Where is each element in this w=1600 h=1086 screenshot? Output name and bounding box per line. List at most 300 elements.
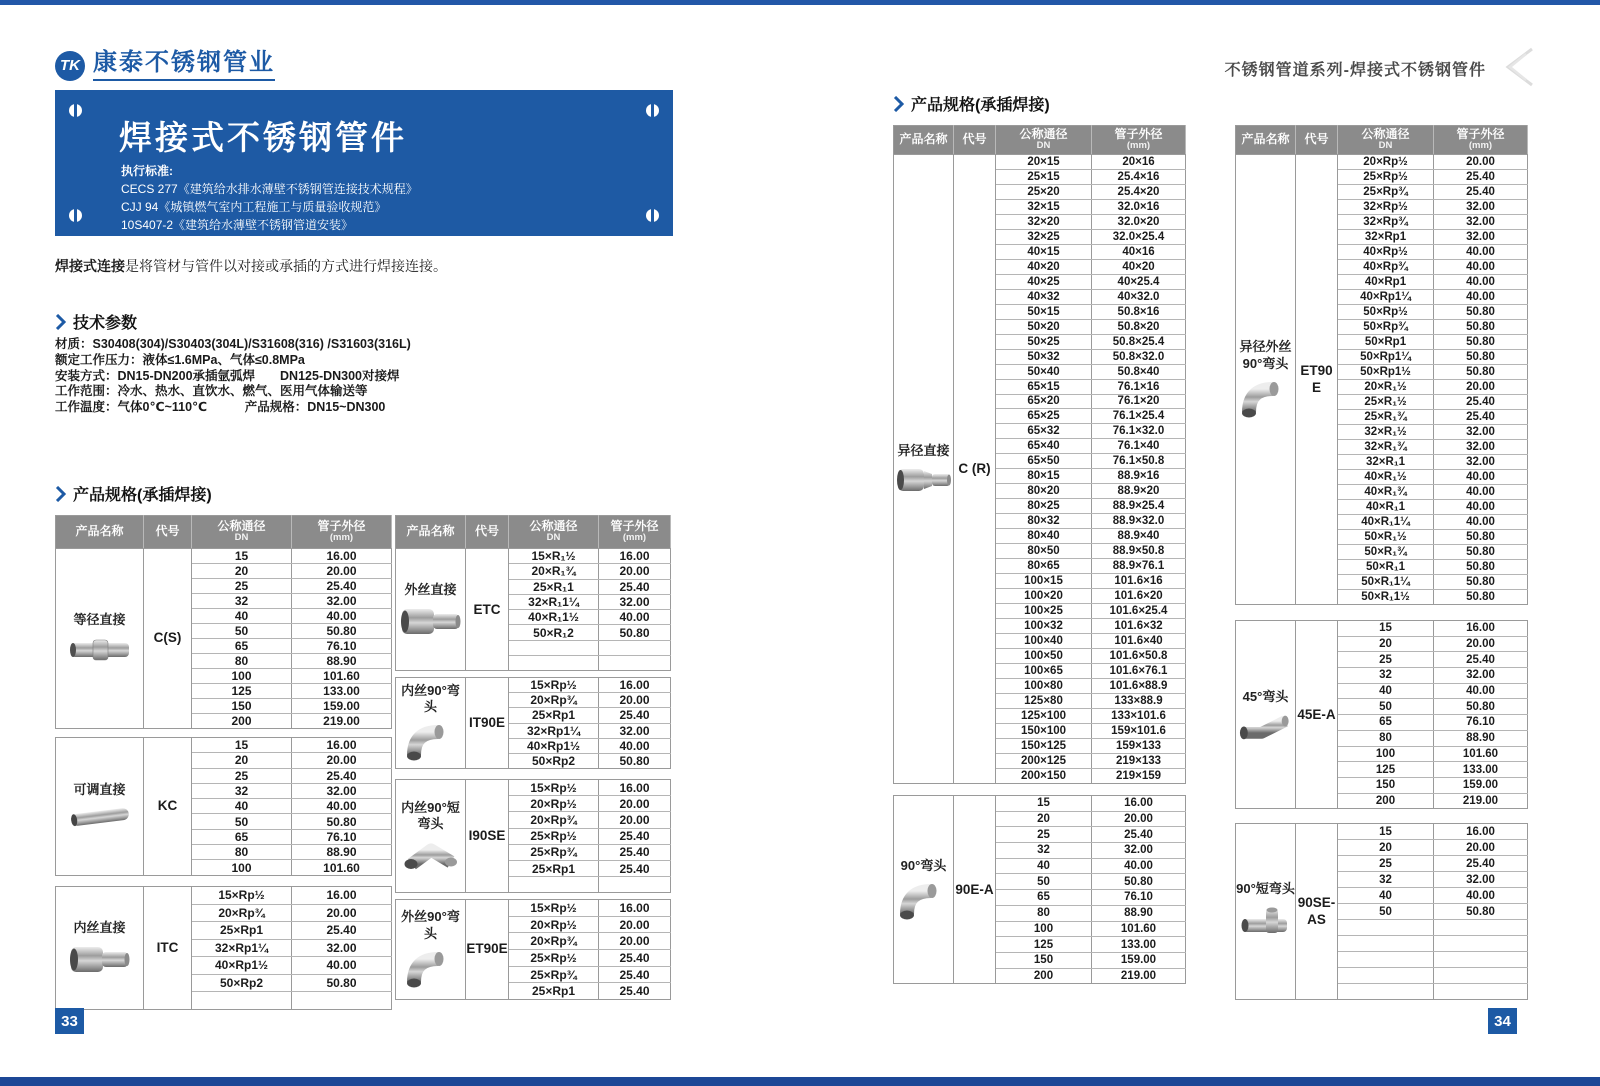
od-cell: 101.6×20: [1092, 589, 1186, 604]
dn-cell: 125: [192, 684, 292, 699]
dn-cell: 40×Rp1½: [192, 957, 292, 975]
dn-cell: 40×Rp½: [1338, 245, 1434, 260]
page-title: 焊接式不锈钢管件: [119, 119, 407, 156]
od-cell: 25.40: [1434, 170, 1528, 185]
socket-icon: [56, 942, 143, 976]
dn-cell: 20×R₁¾: [509, 564, 599, 579]
od-cell: 101.6×32: [1092, 619, 1186, 634]
table-90-short-elbow: [1235, 823, 1527, 1000]
od-cell: 50.8×16: [1092, 304, 1186, 319]
dn-cell: 40: [1338, 683, 1434, 699]
dn-cell: 80×25: [996, 499, 1092, 514]
dn-cell: 15: [1338, 621, 1434, 637]
od-cell: 20.00: [292, 564, 392, 579]
product-code: C(S): [144, 549, 192, 729]
product-name: 异径直接: [897, 442, 950, 458]
dn-cell: 150: [192, 699, 292, 714]
od-cell: 50.80: [1434, 350, 1528, 365]
product-name: 可调直接: [73, 782, 126, 798]
elbow-short-icon: [396, 838, 465, 872]
product-code: 90E-A: [954, 796, 996, 984]
dn-cell: 40×Rp¾: [1338, 260, 1434, 275]
dn-cell: 65×50: [996, 454, 1092, 469]
od-cell: 25.40: [1092, 827, 1186, 843]
od-cell: [1434, 968, 1528, 984]
od-cell: 50.80: [1434, 335, 1528, 350]
od-cell: 50.80: [1434, 590, 1528, 605]
dn-cell: 20×15: [996, 155, 1092, 170]
dn-cell: 65×25: [996, 409, 1092, 424]
od-cell: 50.80: [1092, 874, 1186, 890]
dn-cell: 25: [1338, 856, 1434, 872]
od-cell: 88.9×76.1: [1092, 559, 1186, 574]
od-cell: [599, 640, 671, 655]
od-cell: 50.80: [1434, 560, 1528, 575]
od-cell: 20.00: [1434, 155, 1528, 170]
od-cell: [1434, 936, 1528, 952]
od-cell: 32.0×20: [1092, 214, 1186, 229]
col-od: 管子外径 (mm): [599, 516, 671, 549]
od-cell: 76.1×16: [1092, 379, 1186, 394]
elbow90-icon: [396, 948, 465, 990]
pipe-icon: [56, 804, 143, 830]
od-cell: 40.00: [1092, 858, 1186, 874]
od-cell: 133.00: [1092, 937, 1186, 953]
dn-cell: 150×125: [996, 738, 1092, 753]
table-female-90-short-elbow: [395, 779, 671, 893]
dn-cell: [509, 640, 599, 655]
dn-cell: [1338, 968, 1434, 984]
tech-line: 安装方式：DN15-DN200承插氩弧焊 DN125-DN300对接焊: [55, 368, 400, 383]
product-cell: [396, 678, 466, 769]
product-cell: [396, 780, 466, 893]
dn-cell: 100×32: [996, 619, 1092, 634]
product-cell: [396, 549, 466, 671]
product-code: ITC: [144, 887, 192, 1010]
od-cell: 88.9×32.0: [1092, 514, 1186, 529]
table-equal-coupling: [55, 515, 391, 729]
spec-table: [395, 677, 671, 769]
od-cell: 32.00: [1434, 230, 1528, 245]
od-cell: 32.00: [292, 594, 392, 609]
od-cell: 16.00: [599, 549, 671, 564]
screw-icon: [646, 104, 659, 117]
logo-mark-icon: TK: [55, 51, 85, 81]
dn-cell: 80×65: [996, 559, 1092, 574]
dn-cell: 100: [192, 669, 292, 684]
product-code: KC: [144, 738, 192, 876]
od-cell: 40×16: [1092, 244, 1186, 259]
section-chevron-icon: [55, 486, 66, 502]
od-cell: 219×133: [1092, 753, 1186, 768]
dn-cell: 80: [1338, 730, 1434, 746]
spec-row: [56, 738, 392, 753]
product-cell: [894, 796, 954, 984]
dn-cell: [509, 877, 599, 893]
dn-cell: 100: [192, 860, 292, 875]
od-cell: 40.00: [1434, 245, 1528, 260]
table-adjustable-coupling: [55, 737, 391, 876]
od-cell: 133×101.6: [1092, 708, 1186, 723]
product-name: 90°弯头: [900, 857, 947, 873]
dn-cell: 25×Rp¾: [509, 844, 599, 860]
od-cell: 32.00: [1434, 200, 1528, 215]
od-cell: 88.90: [1092, 905, 1186, 921]
od-cell: 32.0×16: [1092, 199, 1186, 214]
tech-params-heading: [55, 310, 137, 333]
dn-cell: [1338, 936, 1434, 952]
spec-table-header: [1236, 126, 1528, 155]
od-cell: 16.00: [1434, 621, 1528, 637]
spec-table-header: [894, 126, 1186, 155]
od-cell: 25.40: [599, 966, 671, 983]
dn-cell: 32×Rp1¼: [192, 939, 292, 957]
dn-cell: 50×Rp1¼: [1338, 350, 1434, 365]
dn-cell: 50×Rp1½: [1338, 365, 1434, 380]
dn-cell: 50×Rp2: [192, 974, 292, 992]
spec-row: [1236, 824, 1528, 840]
od-cell: 32.00: [292, 783, 392, 798]
tee-icon: [1236, 904, 1295, 942]
dn-cell: 20×Rp½: [509, 916, 599, 933]
section-title: 产品规格(承插焊接): [73, 487, 212, 504]
dn-cell: 25: [1338, 652, 1434, 668]
od-cell: 219.00: [292, 714, 392, 729]
table-reducing-male-90-elbow: [1235, 125, 1527, 605]
dn-cell: 50×Rp2: [509, 753, 599, 768]
od-cell: 40.00: [1434, 275, 1528, 290]
od-cell: 133×88.9: [1092, 693, 1186, 708]
col-dn: 公称通径 DN: [509, 516, 599, 549]
dn-cell: 200: [996, 968, 1092, 984]
dn-cell: 100×50: [996, 648, 1092, 663]
od-cell: 50.80: [1434, 699, 1528, 715]
dn-cell: 50: [1338, 699, 1434, 715]
od-cell: 159.00: [292, 699, 392, 714]
od-cell: 76.1×32.0: [1092, 424, 1186, 439]
col-dn: 公称通径 DN: [192, 516, 292, 549]
dn-cell: 80: [996, 905, 1092, 921]
dn-cell: 32×Rp1¼: [509, 723, 599, 738]
dn-cell: 25×Rp1: [509, 860, 599, 876]
dn-cell: 20: [1338, 840, 1434, 856]
dn-cell: 15×Rp½: [509, 780, 599, 796]
spec-table: [1235, 620, 1528, 809]
product-name: 等径直接: [73, 612, 126, 628]
od-cell: 32.00: [1434, 872, 1528, 888]
screw-icon: [646, 209, 659, 222]
dn-cell: 32×Rp¾: [1338, 215, 1434, 230]
od-cell: 16.00: [599, 780, 671, 796]
table-reducing-coupling: [893, 125, 1185, 784]
od-cell: 25.40: [599, 860, 671, 876]
od-cell: 40.00: [1434, 888, 1528, 904]
dn-cell: 15×Rp½: [509, 900, 599, 917]
spec-table: [395, 899, 671, 1000]
dn-cell: 50×15: [996, 304, 1092, 319]
dn-cell: 40×Rp1¼: [1338, 290, 1434, 305]
socket-icon: [396, 604, 465, 638]
table-45-elbow: [1235, 620, 1527, 809]
dn-cell: 40×32: [996, 289, 1092, 304]
dn-cell: 65×40: [996, 439, 1092, 454]
od-cell: 50.80: [599, 625, 671, 640]
section-title: 产品规格(承插焊接): [911, 97, 1050, 114]
product-code: C (R): [954, 155, 996, 784]
spec-row: [56, 549, 392, 564]
dn-cell: 125: [996, 937, 1092, 953]
dn-cell: 32: [192, 783, 292, 798]
dn-cell: 100×20: [996, 589, 1092, 604]
elbow90-icon: [894, 880, 953, 922]
dn-cell: 100×25: [996, 604, 1092, 619]
od-cell: 16.00: [1092, 796, 1186, 812]
od-cell: 76.10: [1434, 715, 1528, 731]
od-cell: 101.6×16: [1092, 574, 1186, 589]
dn-cell: 50×R₁1¼: [1338, 575, 1434, 590]
spec-row: [1236, 155, 1528, 170]
od-cell: 20.00: [1434, 840, 1528, 856]
dn-cell: [1338, 984, 1434, 1000]
od-cell: 159×133: [1092, 738, 1186, 753]
dn-cell: 32×Rp1: [1338, 230, 1434, 245]
dn-cell: 25×Rp½: [509, 828, 599, 844]
od-cell: 88.9×20: [1092, 484, 1186, 499]
od-cell: 101.6×50.8: [1092, 648, 1186, 663]
dn-cell: 200: [1338, 793, 1434, 809]
section-chevron-icon: [55, 314, 66, 330]
col-od: 管子外径 (mm): [1434, 126, 1528, 155]
tech-line: 额定工作压力：液体≤1.6MPa、气体≤0.8MPa: [55, 352, 305, 367]
od-cell: 40.00: [1434, 470, 1528, 485]
dn-cell: 100×15: [996, 574, 1092, 589]
od-cell: 101.6×25.4: [1092, 604, 1186, 619]
standards-label: 执行标准:: [121, 164, 173, 178]
od-cell: 32.00: [1434, 455, 1528, 470]
spec-row: [56, 887, 392, 905]
col-product-name: 产品名称: [894, 126, 954, 155]
standard-line: 10S407-2《建筑给水薄壁不锈钢管道安装》: [121, 218, 354, 232]
dn-cell: [1338, 920, 1434, 936]
spec-row: [396, 780, 671, 796]
dn-cell: 20: [192, 564, 292, 579]
od-cell: 16.00: [292, 887, 392, 905]
dn-cell: 125×80: [996, 693, 1092, 708]
od-cell: 16.00: [292, 738, 392, 753]
od-cell: 16.00: [1434, 824, 1528, 840]
dn-cell: 40×R₁1: [1338, 500, 1434, 515]
od-cell: 50.80: [1434, 365, 1528, 380]
od-cell: 88.9×40: [1092, 529, 1186, 544]
od-cell: 25.40: [599, 844, 671, 860]
spec-table: [1235, 823, 1528, 1000]
od-cell: 40.00: [1434, 290, 1528, 305]
col-dn: 公称通径 DN: [1338, 126, 1434, 155]
od-cell: 20.00: [599, 812, 671, 828]
product-name: 外丝直接: [404, 581, 457, 597]
dn-cell: 25×Rp¾: [509, 966, 599, 983]
dn-cell: 32×R₁1¼: [509, 594, 599, 609]
dn-cell: 50×R₁1½: [1338, 590, 1434, 605]
od-cell: 20.00: [599, 916, 671, 933]
spec-row: [396, 678, 671, 693]
product-code: 90SE-AS: [1296, 824, 1338, 1000]
spec-table: [893, 125, 1186, 784]
od-cell: 20.00: [1434, 636, 1528, 652]
od-cell: 50.80: [1434, 305, 1528, 320]
dn-cell: 20×Rp¾: [192, 904, 292, 922]
od-cell: 101.6×40: [1092, 634, 1186, 649]
dn-cell: 20: [1338, 636, 1434, 652]
od-cell: 32.00: [599, 594, 671, 609]
dn-cell: 65: [996, 890, 1092, 906]
dn-cell: 25×R₁¾: [1338, 410, 1434, 425]
spec-heading-right: [893, 92, 1050, 115]
od-cell: 101.6×76.1: [1092, 663, 1186, 678]
od-cell: 101.6×88.9: [1092, 678, 1186, 693]
dn-cell: 20: [192, 753, 292, 768]
product-name: 内丝直接: [73, 919, 126, 935]
od-cell: 25.40: [292, 768, 392, 783]
dn-cell: 25×Rp1: [509, 983, 599, 1000]
od-cell: 32.00: [1092, 843, 1186, 859]
od-cell: [599, 656, 671, 671]
table-female-coupling: [55, 886, 391, 1010]
od-cell: 40.00: [599, 738, 671, 753]
dn-cell: 50: [192, 624, 292, 639]
company-logo: [55, 50, 275, 81]
od-cell: 76.1×25.4: [1092, 409, 1186, 424]
od-cell: 40.00: [292, 957, 392, 975]
od-cell: 219×159: [1092, 768, 1186, 783]
od-cell: 50.80: [1434, 545, 1528, 560]
tech-params: [55, 337, 411, 416]
od-cell: 76.10: [1092, 890, 1186, 906]
od-cell: 88.9×50.8: [1092, 544, 1186, 559]
od-cell: 25.40: [1434, 395, 1528, 410]
od-cell: 101.60: [292, 669, 392, 684]
od-cell: 40×32.0: [1092, 289, 1186, 304]
od-cell: 25.40: [1434, 410, 1528, 425]
od-cell: 76.1×20: [1092, 394, 1186, 409]
spec-table-header: [396, 516, 671, 549]
dn-cell: 80×32: [996, 514, 1092, 529]
spec-table: [1235, 125, 1528, 605]
od-cell: 20.00: [599, 564, 671, 579]
standard-line: CJJ 94《城镇燃气室内工程施工与质量验收规范》: [121, 200, 387, 214]
dn-cell: 50×20: [996, 319, 1092, 334]
spec-row: [1236, 621, 1528, 637]
spec-row: [396, 549, 671, 564]
tech-line: 材质：S30408(304)/S30403(304L)/S31608(316) /S31603(316L): [55, 337, 411, 351]
bottom-edge-bar: [0, 1077, 1600, 1086]
dn-cell: 50×R₁2: [509, 625, 599, 640]
dn-cell: 15: [1338, 824, 1434, 840]
od-cell: 50.80: [292, 624, 392, 639]
dn-cell: 32×15: [996, 199, 1092, 214]
od-cell: 25.40: [599, 983, 671, 1000]
od-cell: 40.00: [599, 610, 671, 625]
double-chevron-icon: [1498, 46, 1536, 88]
od-cell: 50.80: [1434, 904, 1528, 920]
od-cell: 20.00: [599, 693, 671, 708]
dn-cell: 40×R₁½: [1338, 470, 1434, 485]
od-cell: 88.90: [292, 845, 392, 860]
product-code: ET90E: [466, 900, 509, 1000]
dn-cell: 65: [192, 829, 292, 844]
dn-cell: 15×Rp½: [509, 678, 599, 693]
dn-cell: 32: [1338, 872, 1434, 888]
od-cell: 40×25.4: [1092, 274, 1186, 289]
od-cell: 40.00: [1434, 260, 1528, 275]
dn-cell: [509, 656, 599, 671]
dn-cell: 50×Rp1: [1338, 335, 1434, 350]
dn-cell: 20×Rp¾: [509, 812, 599, 828]
elbow45-icon: [1236, 711, 1295, 741]
dn-cell: 40×R₁1½: [509, 610, 599, 625]
intro-text: 是将管材与管件以对接或承插的方式进行焊接连接。: [125, 258, 447, 274]
od-cell: 40×20: [1092, 259, 1186, 274]
od-cell: 159×101.6: [1092, 723, 1186, 738]
spec-table: [55, 515, 392, 729]
dn-cell: 20×Rp½: [1338, 155, 1434, 170]
dn-cell: 20×Rp½: [509, 796, 599, 812]
od-cell: 101.60: [1092, 921, 1186, 937]
section-title: 技术参数: [73, 315, 138, 332]
od-cell: 32.00: [1434, 668, 1528, 684]
od-cell: 20.00: [599, 796, 671, 812]
od-cell: 50.80: [599, 753, 671, 768]
od-cell: 76.1×50.8: [1092, 454, 1186, 469]
od-cell: 20.00: [599, 933, 671, 950]
col-od: 管子外径 (mm): [1092, 126, 1186, 155]
od-cell: 133.00: [292, 684, 392, 699]
od-cell: 159.00: [1092, 952, 1186, 968]
spec-row: [894, 155, 1186, 170]
od-cell: 76.1×40: [1092, 439, 1186, 454]
dn-cell: 32×25: [996, 229, 1092, 244]
col-code: 代号: [1296, 126, 1338, 155]
standards-list: [121, 180, 418, 234]
dn-cell: 50: [996, 874, 1092, 890]
spec-table: [395, 515, 671, 671]
product-cell: [56, 549, 144, 729]
od-cell: [1434, 920, 1528, 936]
product-name: 外丝90°弯头: [401, 909, 460, 941]
col-code: 代号: [954, 126, 996, 155]
dn-cell: 150×100: [996, 723, 1092, 738]
dn-cell: 20×R₁½: [1338, 380, 1434, 395]
col-product-name: 产品名称: [56, 516, 144, 549]
od-cell: 50.80: [1434, 320, 1528, 335]
product-name: 内丝90°弯头: [401, 682, 460, 715]
od-cell: 88.90: [292, 654, 392, 669]
od-cell: 50.80: [292, 814, 392, 829]
dn-cell: 15: [996, 796, 1092, 812]
od-cell: 25.40: [599, 950, 671, 967]
dn-cell: 200×125: [996, 753, 1092, 768]
screw-icon: [69, 104, 82, 117]
dn-cell: 80×20: [996, 484, 1092, 499]
dn-cell: 125: [1338, 762, 1434, 778]
table-female-90-elbow: [395, 677, 671, 769]
od-cell: 20×16: [1092, 155, 1186, 170]
product-cell: [1236, 824, 1296, 1000]
dn-cell: 40×R₁¾: [1338, 485, 1434, 500]
od-cell: 25.40: [1434, 652, 1528, 668]
od-cell: 25.4×16: [1092, 169, 1186, 184]
dn-cell: 50×Rp¾: [1338, 320, 1434, 335]
